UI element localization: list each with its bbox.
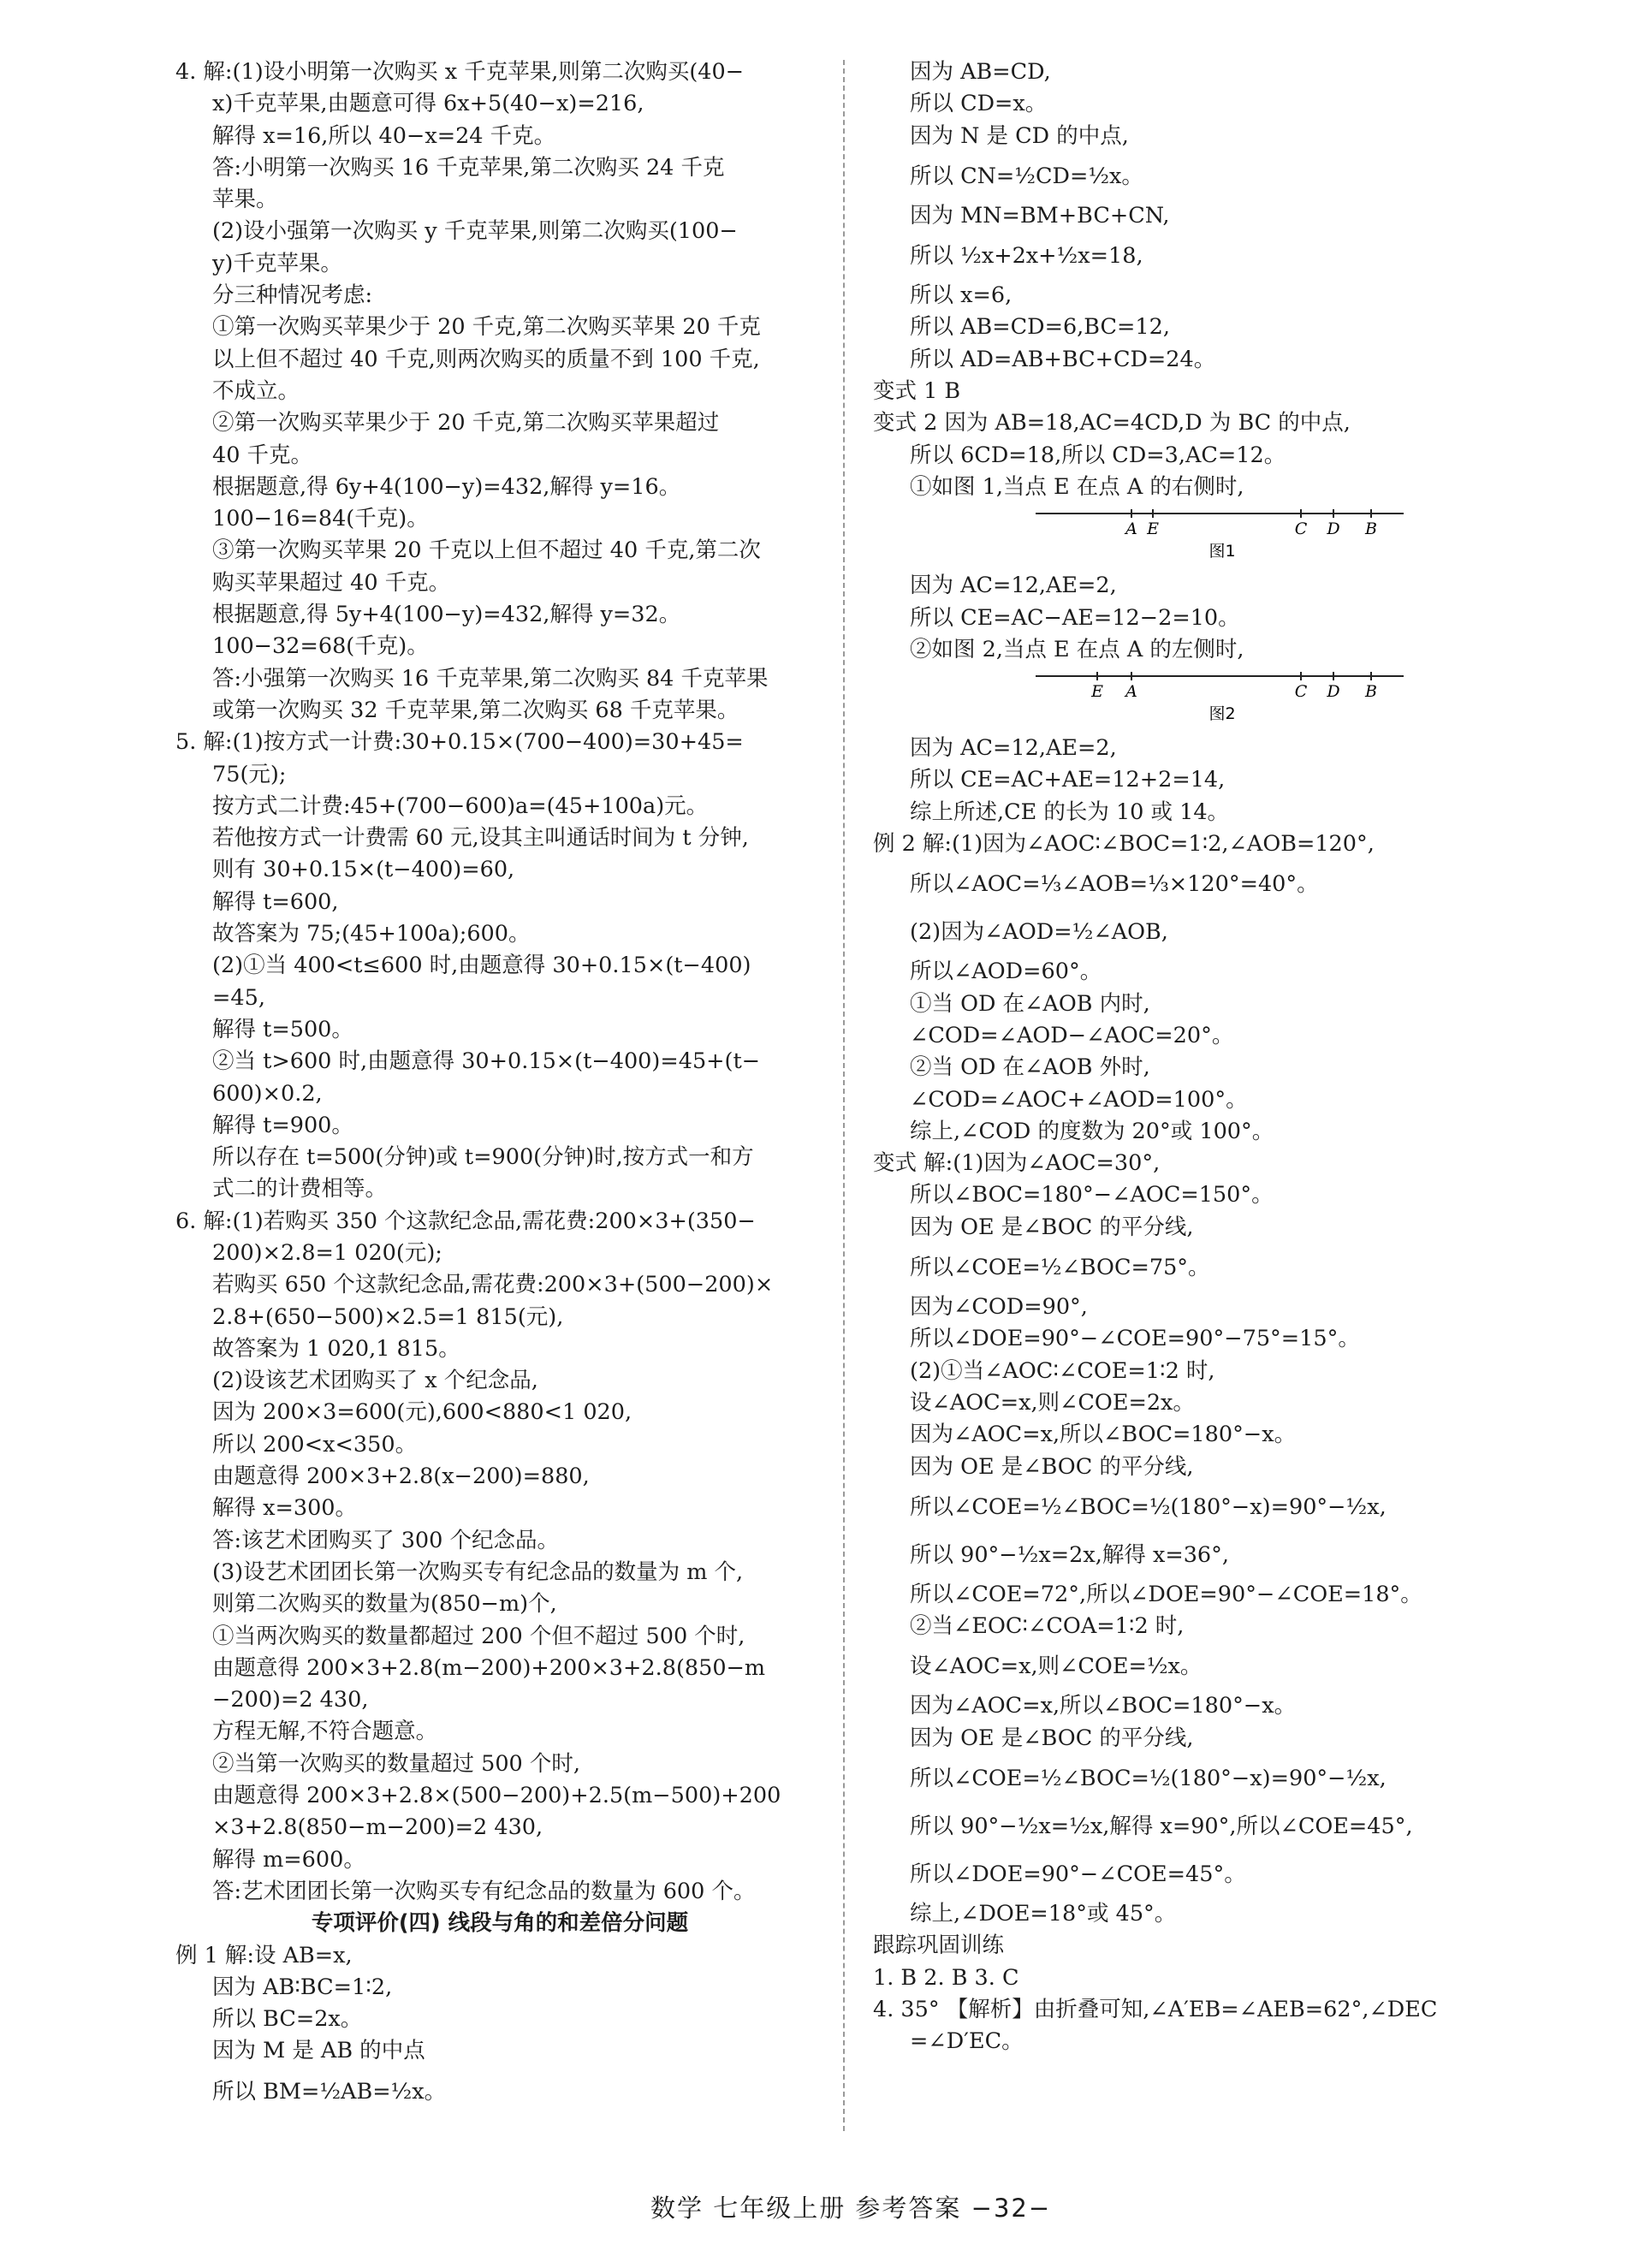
text-line xyxy=(175,567,824,599)
text-line xyxy=(873,407,1530,439)
line-text: 2.8+(650−500)×2.5=1 815(元), xyxy=(212,1303,564,1330)
text-line xyxy=(175,695,824,727)
column-divider xyxy=(843,60,845,2131)
text-line xyxy=(873,1483,1530,1531)
text-line xyxy=(873,1850,1530,1898)
figure-caption: 图1 xyxy=(1208,542,1236,561)
text-line xyxy=(873,1020,1530,1052)
line-text: 100−16=84(千克)。 xyxy=(212,506,429,532)
text-line xyxy=(175,312,824,343)
text-line xyxy=(873,908,1530,956)
text-line xyxy=(175,663,824,695)
text-line xyxy=(873,1419,1530,1451)
line-text: 因为 AC=12,AE=2, xyxy=(910,573,1117,599)
figure-1 xyxy=(873,503,1530,570)
line-text: 所以 AB=CD=6,BC=12, xyxy=(910,314,1170,341)
line-text: 例 1 解:设 AB=x, xyxy=(175,1942,353,1968)
line-text: 分三种情况考虑: xyxy=(212,282,373,309)
line-text: ①当两次购买的数量都超过 200 个但不超过 500 个时, xyxy=(212,1623,745,1649)
line-text: 故答案为 1 020,1 815。 xyxy=(212,1335,460,1362)
point-label: A xyxy=(1125,520,1137,539)
line-text: ①当 OD 在∠AOB 内时, xyxy=(910,990,1150,1017)
text-line xyxy=(873,1452,1530,1483)
line-text: 解得 m=600。 xyxy=(212,1846,365,1873)
line-text: =45, xyxy=(212,984,265,1011)
line-text: 答:艺术团团长第一次购买专有纪念品的数量为 600 个。 xyxy=(212,1878,756,1904)
text-line xyxy=(873,1994,1530,2026)
text-line xyxy=(873,1179,1530,1211)
point-label: D xyxy=(1327,682,1340,702)
text-line xyxy=(175,791,824,822)
text-line xyxy=(873,828,1530,860)
line-text: 所以 90°−½x=½x,解得 x=90°,所以∠COE=45°, xyxy=(910,1813,1413,1839)
section-heading xyxy=(175,1908,824,1939)
text-line xyxy=(175,248,824,280)
text-line xyxy=(175,822,824,854)
text-line xyxy=(175,1429,824,1461)
line-text: 所以∠DOE=90°−∠COE=90°−75°=15°。 xyxy=(910,1326,1360,1352)
point-label: A xyxy=(1125,682,1137,702)
line-text: 根据题意,得 5y+4(100−y)=432,解得 y=32。 xyxy=(212,602,681,628)
line-text: 所以 BM=½AB=½x。 xyxy=(212,2078,447,2105)
line-text: 根据题意,得 6y+4(100−y)=432,解得 y=16。 xyxy=(212,473,681,500)
text-line xyxy=(175,1014,824,1046)
text-line xyxy=(873,376,1530,407)
text-line xyxy=(175,1206,824,1238)
line-text: 解得 x=16,所以 40−x=24 千克。 xyxy=(212,122,556,149)
text-line xyxy=(873,472,1530,503)
text-line xyxy=(175,472,824,503)
line-text: 解得 t=600, xyxy=(212,888,339,915)
text-line xyxy=(175,727,824,758)
line-text: x)千克苹果,由题意可得 6x+5(40−x)=216, xyxy=(212,91,644,117)
line-text: 则第二次购买的数量为(850−m)个, xyxy=(212,1591,557,1618)
text-line xyxy=(175,407,824,439)
text-line xyxy=(175,631,824,662)
text-line xyxy=(873,200,1530,232)
line-text: (3)设艺术团团长第一次购买专有纪念品的数量为 m 个, xyxy=(212,1559,744,1585)
line-text: 所以∠COE=½∠BOC=75°。 xyxy=(910,1255,1210,1281)
text-line xyxy=(873,1387,1530,1419)
text-line xyxy=(175,1653,824,1684)
text-line xyxy=(873,733,1530,764)
text-line xyxy=(873,1579,1530,1611)
text-line xyxy=(175,1493,824,1524)
segment-diagram xyxy=(1036,666,1404,726)
line-text: 苹果。 xyxy=(212,187,278,213)
text-line xyxy=(175,1078,824,1110)
text-line xyxy=(175,1588,824,1620)
line-text: 综上所述,CE 的长为 10 或 14。 xyxy=(910,799,1230,825)
line-text: 75(元); xyxy=(212,761,287,787)
line-text: 因为 OE 是∠BOC 的平分线, xyxy=(910,1214,1194,1240)
text-line xyxy=(175,56,824,88)
line-text: (2)①当∠AOC∶∠COE=1∶2 时, xyxy=(910,1357,1215,1384)
line-text: 所以∠COE=½∠BOC=½(180°−x)=90°−½x, xyxy=(910,1765,1387,1791)
line-text: 因为∠AOC=x,所以∠BOC=180°−x。 xyxy=(910,1693,1297,1719)
text-line xyxy=(175,1333,824,1365)
text-line xyxy=(175,1269,824,1301)
line-text: (2)①当 400<t≤600 时,由题意得 30+0.15×(t−400) xyxy=(212,953,751,979)
point-label: B xyxy=(1365,682,1377,702)
line-text: 方程无解,不符合题意。 xyxy=(212,1719,438,1745)
right-column xyxy=(873,56,1530,2057)
text-line xyxy=(873,1116,1530,1148)
line-text: 所以∠DOE=90°−∠COE=45°。 xyxy=(910,1861,1246,1887)
line-text: ①第一次购买苹果少于 20 千克,第二次购买苹果 20 千克 xyxy=(212,314,761,341)
line-text: (2)因为∠AOD=½∠AOB, xyxy=(910,919,1168,946)
text-line xyxy=(175,1525,824,1557)
text-line xyxy=(873,152,1530,200)
line-text: ②当∠EOC∶∠COA=1∶2 时, xyxy=(910,1613,1185,1640)
line-text: 按方式二计费:45+(700−600)a=(45+100a)元。 xyxy=(212,793,709,819)
text-line xyxy=(175,2004,824,2035)
line-text: 所以 x=6, xyxy=(910,282,1012,309)
text-line xyxy=(175,1621,824,1653)
line-text: 所以 CE=AC+AE=12+2=14, xyxy=(910,767,1226,793)
line-text: 或第一次购买 32 千克苹果,第二次购买 68 千克苹果。 xyxy=(212,697,739,723)
text-line xyxy=(175,759,824,791)
text-line xyxy=(175,1302,824,1333)
line-text: 设∠AOC=x,则∠COE=½x。 xyxy=(910,1654,1203,1680)
line-text: 综上,∠COD 的度数为 20°或 100°。 xyxy=(910,1118,1274,1144)
line-text: 所以∠AOC=⅓∠AOB=⅓×120°=40°。 xyxy=(910,871,1319,898)
text-line xyxy=(873,764,1530,796)
line-text: 答:小强第一次购买 16 千克苹果,第二次购买 84 千克苹果 xyxy=(212,665,769,692)
line-text: 由题意得 200×3+2.8×(500−200)+2.5(m−500)+200 xyxy=(212,1783,781,1809)
line-text: 例 2 解:(1)因为∠AOC∶∠BOC=1∶2,∠AOB=120°, xyxy=(873,831,1375,858)
line-text: 由题意得 200×3+2.8(m−200)+200×3+2.8(850−m xyxy=(212,1654,766,1681)
text-line xyxy=(873,1052,1530,1084)
text-line xyxy=(175,1173,824,1205)
text-line xyxy=(175,88,824,120)
line-text: 因为 AB∶BC=1∶2, xyxy=(212,1974,393,2000)
text-line xyxy=(873,312,1530,343)
line-text: 变式 1 B xyxy=(873,378,961,405)
text-line xyxy=(175,1684,824,1716)
text-line xyxy=(175,1142,824,1173)
text-line xyxy=(175,1972,824,2004)
text-line xyxy=(175,121,824,152)
line-text: 所以 ½x+2x+½x=18, xyxy=(910,243,1143,270)
line-text: 所以 200<x<350。 xyxy=(212,1431,418,1458)
line-text: 所以∠BOC=180°−∠AOC=150°。 xyxy=(910,1182,1274,1208)
line-text: ①如图 1,当点 E 在点 A 的右侧时, xyxy=(910,473,1244,500)
point-label: B xyxy=(1365,520,1377,539)
text-line xyxy=(175,2035,824,2067)
text-line xyxy=(175,503,824,535)
text-line xyxy=(873,1754,1530,1802)
text-line xyxy=(873,1690,1530,1722)
figure-caption: 图2 xyxy=(1208,704,1236,724)
line-text: 专项评价(四) 线段与角的和差倍分问题 xyxy=(311,1910,689,1937)
line-text: 5. 解:(1)按方式一计费:30+0.15×(700−400)=30+45= xyxy=(175,729,744,756)
text-line xyxy=(175,1461,824,1493)
line-text: 因为 200×3=600(元),600<880<1 020, xyxy=(212,1399,632,1426)
line-text: y)千克苹果。 xyxy=(212,250,342,276)
line-text: 因为 M 是 AB 的中点 xyxy=(212,2038,425,2064)
text-line xyxy=(873,1962,1530,1994)
text-line xyxy=(175,216,824,247)
line-text: 100−32=68(千克)。 xyxy=(212,633,429,660)
text-line xyxy=(873,1898,1530,1930)
segment-diagram xyxy=(1036,503,1404,563)
text-line xyxy=(175,376,824,407)
line-text: 若购买 650 个这款纪念品,需花费:200×3+(500−200)× xyxy=(212,1272,774,1298)
line-text: 不成立。 xyxy=(212,377,300,404)
line-text: 因为 OE 是∠BOC 的平分线, xyxy=(910,1725,1194,1751)
text-line xyxy=(175,2068,824,2116)
line-text: 解得 x=300。 xyxy=(212,1495,358,1522)
text-line xyxy=(175,918,824,950)
text-line xyxy=(873,797,1530,828)
text-line xyxy=(175,1046,824,1078)
text-line xyxy=(873,121,1530,152)
line-text: 所以存在 t=500(分钟)或 t=900(分钟)时,按方式一和方 xyxy=(212,1144,754,1171)
line-text: ∠COD=∠AOD−∠AOC=20°。 xyxy=(910,1022,1234,1048)
line-text: 所以∠COE=72°,所以∠DOE=90°−∠COE=18°。 xyxy=(910,1581,1422,1607)
line-text: ②当第一次购买的数量超过 500 个时, xyxy=(212,1750,580,1777)
line-text: 解得 t=900。 xyxy=(212,1112,353,1138)
line-text: 因为 AC=12,AE=2, xyxy=(910,735,1117,762)
text-line xyxy=(175,854,824,886)
text-line xyxy=(175,1940,824,1972)
line-text: 购买苹果超过 40 千克。 xyxy=(212,569,451,596)
text-line xyxy=(873,1930,1530,1962)
text-line xyxy=(175,184,824,216)
text-line xyxy=(873,1212,1530,1244)
line-text: 答:小明第一次购买 16 千克苹果,第二次购买 24 千克 xyxy=(212,154,725,181)
line-text: 因为 MN=BM+BC+CN, xyxy=(910,202,1170,229)
text-line xyxy=(175,1110,824,1142)
line-text: 由题意得 200×3+2.8(x−200)=880, xyxy=(212,1464,590,1490)
line-text: ③第一次购买苹果 20 千克以上但不超过 40 千克,第二次 xyxy=(212,537,761,564)
line-text: ②如图 2,当点 E 在点 A 的左侧时, xyxy=(910,636,1244,662)
line-text: 600)×0.2, xyxy=(212,1080,323,1107)
line-text: 所以∠AOD=60°。 xyxy=(910,959,1102,985)
line-text: ∠COD=∠AOC+∠AOD=100°。 xyxy=(910,1086,1248,1113)
line-text: 以上但不超过 40 千克,则两次购买的质量不到 100 千克, xyxy=(212,346,760,372)
text-line xyxy=(873,440,1530,472)
text-line xyxy=(175,344,824,376)
text-line xyxy=(175,1557,824,1588)
point-label: C xyxy=(1294,682,1308,702)
page-footer: 数学 七年级上册 参考答案 −32− xyxy=(650,2194,1052,2223)
line-text: (2)设小强第一次购买 y 千克苹果,则第二次购买(100− xyxy=(212,218,738,245)
line-text: 所以 BC=2x。 xyxy=(212,2006,363,2033)
text-line xyxy=(873,1291,1530,1323)
line-text: 所以 90°−½x=2x,解得 x=36°, xyxy=(910,1541,1229,1568)
text-line xyxy=(175,950,824,982)
line-text: 1. B 2. B 3. C xyxy=(873,1964,1019,1991)
line-text: =∠D′EC。 xyxy=(910,2028,1024,2055)
line-text: 设∠AOC=x,则∠COE=2x。 xyxy=(910,1389,1195,1416)
text-line xyxy=(175,1238,824,1269)
line-text: 解得 t=500。 xyxy=(212,1016,353,1042)
text-line xyxy=(873,56,1530,88)
line-text: 答:该艺术团购买了 300 个纪念品。 xyxy=(212,1527,559,1553)
point-label: E xyxy=(1147,520,1159,539)
text-line xyxy=(873,1148,1530,1179)
text-line xyxy=(873,1642,1530,1690)
text-line xyxy=(175,1812,824,1843)
text-line xyxy=(873,860,1530,908)
text-line xyxy=(873,1723,1530,1754)
text-line xyxy=(873,1356,1530,1387)
text-line xyxy=(175,887,824,918)
line-text: ②第一次购买苹果少于 20 千克,第二次购买苹果超过 xyxy=(212,410,720,436)
text-line xyxy=(873,280,1530,312)
line-text: 所以 AD=AB+BC+CD=24。 xyxy=(910,346,1216,372)
text-line xyxy=(175,599,824,631)
line-text: 因为 OE 是∠BOC 的平分线, xyxy=(910,1453,1194,1480)
text-line xyxy=(873,1531,1530,1579)
line-text: 跟踪巩固训练 xyxy=(873,1933,1005,1959)
text-line xyxy=(873,1802,1530,1850)
text-line xyxy=(175,535,824,567)
text-line xyxy=(175,1716,824,1748)
line-text: (2)设该艺术团购买了 x 个纪念品, xyxy=(212,1368,538,1394)
line-text: 因为 AB=CD, xyxy=(910,59,1051,85)
text-line xyxy=(873,989,1530,1020)
line-text: ②当 OD 在∠AOB 外时, xyxy=(910,1054,1150,1081)
text-line xyxy=(873,88,1530,120)
line-text: ②当 t>600 时,由题意得 30+0.15×(t−400)=45+(t− xyxy=(212,1048,761,1075)
figure-2 xyxy=(873,666,1530,733)
line-text: 所以 6CD=18,所以 CD=3,AC=12。 xyxy=(910,442,1286,468)
line-text: 所以 CN=½CD=½x。 xyxy=(910,163,1143,189)
line-text: 因为∠COD=90°, xyxy=(910,1294,1088,1321)
text-line xyxy=(175,152,824,184)
line-text: 所以 CD=x。 xyxy=(910,91,1048,117)
text-line xyxy=(175,1780,824,1812)
line-text: 4. 解:(1)设小明第一次购买 x 千克苹果,则第二次购买(40− xyxy=(175,59,745,85)
text-line xyxy=(873,570,1530,602)
text-line xyxy=(873,603,1530,634)
point-label: C xyxy=(1294,520,1308,539)
line-text: 式二的计费相等。 xyxy=(212,1176,388,1202)
text-line xyxy=(175,1365,824,1397)
line-text: 6. 解:(1)若购买 350 个这款纪念品,需花费:200×3+(350− xyxy=(175,1208,756,1234)
line-text: 因为 N 是 CD 的中点, xyxy=(910,122,1129,149)
text-line xyxy=(175,1748,824,1780)
line-text: 变式 解:(1)因为∠AOC=30°, xyxy=(873,1150,1161,1177)
line-text: 所以∠COE=½∠BOC=½(180°−x)=90°−½x, xyxy=(910,1493,1387,1520)
text-line xyxy=(873,956,1530,988)
line-text: 则有 30+0.15×(t−400)=60, xyxy=(212,857,515,883)
text-line xyxy=(873,1323,1530,1355)
line-text: 变式 2 因为 AB=18,AC=4CD,D 为 BC 的中点, xyxy=(873,410,1351,436)
text-line xyxy=(175,1397,824,1428)
text-line xyxy=(873,1084,1530,1116)
line-text: ×3+2.8(850−m−200)=2 430, xyxy=(212,1814,543,1841)
line-text: −200)=2 430, xyxy=(212,1687,369,1713)
line-text: 因为∠AOC=x,所以∠BOC=180°−x。 xyxy=(910,1422,1297,1448)
line-text: 所以 CE=AC−AE=12−2=10。 xyxy=(910,604,1240,631)
line-text: 若他按方式一计费需 60 元,设其主叫通话时间为 t 分钟, xyxy=(212,825,749,852)
text-line xyxy=(873,2026,1530,2057)
left-column xyxy=(175,56,824,2116)
text-line xyxy=(873,232,1530,280)
line-text: 4. 35° 【解析】由折叠可知,∠A′EB=∠AEB=62°,∠DEC xyxy=(873,1996,1438,2022)
point-label: D xyxy=(1327,520,1340,539)
text-line xyxy=(873,1244,1530,1291)
point-label: E xyxy=(1091,682,1103,702)
line-text: 综上,∠DOE=18°或 45°。 xyxy=(910,1900,1177,1927)
text-line xyxy=(175,983,824,1014)
text-line xyxy=(873,1611,1530,1642)
line-text: 40 千克。 xyxy=(212,442,313,468)
text-line xyxy=(175,1844,824,1876)
text-line xyxy=(175,280,824,312)
line-text: 故答案为 75;(45+100a);600。 xyxy=(212,921,531,947)
line-text: 200)×2.8=1 020(元); xyxy=(212,1239,442,1266)
text-line xyxy=(175,440,824,472)
text-line xyxy=(873,634,1530,666)
text-line xyxy=(175,1876,824,1908)
text-line xyxy=(873,344,1530,376)
